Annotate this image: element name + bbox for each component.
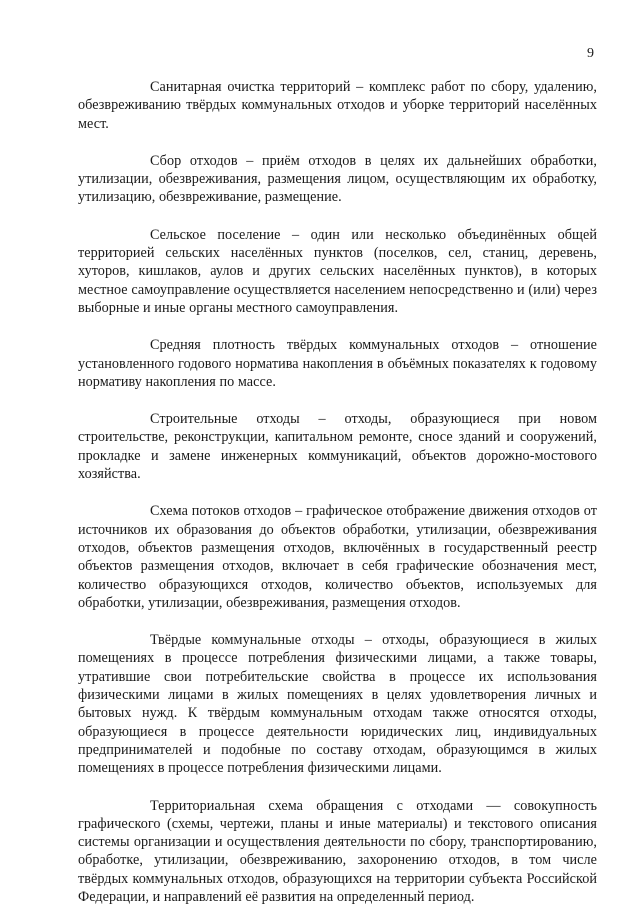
document-body bbox=[78, 78, 597, 906]
definition-paragraph-solid-municipal-waste: Твёрдые коммунальные отходы – отходы, образующиеся в жилых помещениях в процессе потребления физическими лицами, а также товары, утратившие свои потребительские свойства в процессе их использования физическими лицами в жилых помещениях в целях удовлетворения личных и бытовых нужд. К твёрдым коммунальным отходам также относятся отходы, образующиеся в процессе деятельности юридических лиц, индивидуальных предпринимателей и подобные по составу отходам, образующимся в жилых помещениях в процессе потребления физическими лицами. bbox=[78, 631, 597, 777]
definition-paragraph-rural-settlement: Сельское поселение – один или несколько объединённых общей территорией сельских населённых пунктов (поселков, сел, станиц, деревень, хуторов, кишлаков, аулов и других сельских населённых пунктов), в которых местное самоуправление осуществляется населением непосредственно и (или) через выборные и иные органы местного самоуправления. bbox=[78, 226, 597, 317]
definition-paragraph-waste-flow-scheme: Схема потоков отходов – графическое отображение движения отходов от источников их образования до объектов обработки, утилизации, обезвреживания отходов, объектов размещения отходов, включённых в государственный реестр объектов размещения отходов, включает в себя графические обозначения мест, количество образующихся отходов, количество объектов, используемых для обработки, утилизации, обезвреживания, размещения отходов. bbox=[78, 502, 597, 612]
definition-paragraph-sanitary-cleaning: Санитарная очистка территорий – комплекс работ по сбору, удалению, обезвреживанию твёрдых коммунальных отходов и уборке территорий населённых мест. bbox=[78, 78, 597, 133]
definition-paragraph-average-density: Средняя плотность твёрдых коммунальных отходов – отношение установленного годового норматива накопления в объёмных показателях к годовому нормативу накопления по массе. bbox=[78, 336, 597, 391]
page-number: 9 bbox=[587, 46, 594, 62]
definition-paragraph-territorial-scheme: Территориальная схема обращения с отходами — совокупность графического (схемы, чертежи, планы и иные материалы) и текстового описания системы организации и осуществления деятельности по сбору, транспортированию, обработке, утилизации, обезвреживанию, захоронению отходов, в том числе твёрдых коммунальных отходов, образующихся на территории субъекта Российской Федерации, и направлений её развития на определенный период. bbox=[78, 797, 597, 906]
definition-paragraph-waste-collection: Сбор отходов – приём отходов в целях их дальнейших обработки, утилизации, обезвреживания, размещения лицом, осуществляющим их обработку, утилизацию, обезвреживание, размещение. bbox=[78, 152, 597, 207]
definition-paragraph-construction-waste: Строительные отходы – отходы, образующиеся при новом строительстве, реконструкции, капитальном ремонте, сносе зданий и сооружений, прокладке и замене инженерных коммуникаций, объектов дорожно-мостового хозяйства. bbox=[78, 410, 597, 483]
